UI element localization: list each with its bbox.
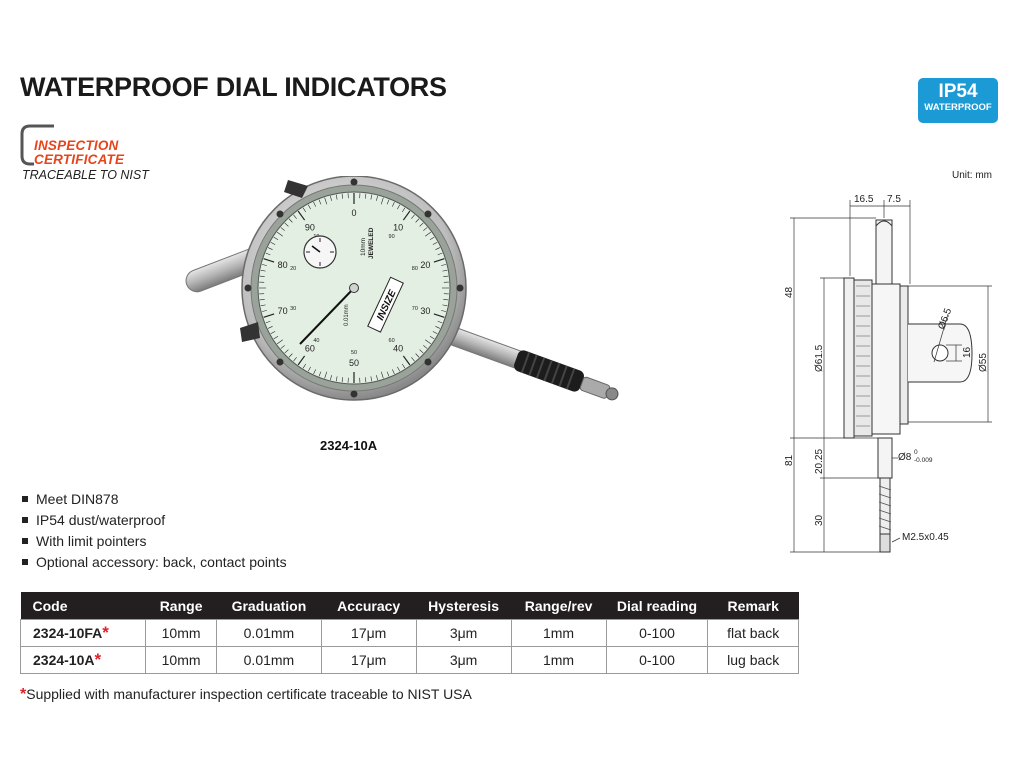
- star-mark: *: [94, 650, 102, 669]
- dial-reverse-number: 90: [388, 234, 395, 241]
- dim-16: 16: [962, 346, 973, 358]
- table-row: [21, 647, 799, 674]
- bullet-icon: [22, 496, 28, 502]
- certificate-line-2: CERTIFICATE: [34, 152, 125, 167]
- cell-code: 2324-10A*: [21, 647, 146, 674]
- dim-20-25: 20.25: [814, 448, 825, 474]
- cell-graduation: 0.01mm: [217, 647, 322, 674]
- cell-range: 10mm: [146, 647, 217, 674]
- star-mark: *: [20, 686, 27, 703]
- feature-list: [20, 488, 287, 572]
- bullet-icon: [22, 517, 28, 523]
- unit-label: Unit: mm: [952, 170, 992, 181]
- dial-jeweled-text: JEWELED: [368, 227, 375, 259]
- dial-number: 40: [393, 343, 404, 354]
- cell-code: 2324-10FA*: [21, 620, 146, 647]
- feature-item: [20, 509, 287, 530]
- header-graduation: Graduation: [217, 592, 322, 620]
- ip-rating: IP54: [938, 81, 978, 102]
- dial-indicator-image: [180, 176, 640, 416]
- feature-item: [20, 488, 287, 509]
- dial-number: 0: [351, 208, 357, 218]
- dim-81: 81: [784, 454, 795, 466]
- dial-reverse-number: 80: [411, 266, 418, 273]
- cell-remark: flat back: [708, 620, 799, 647]
- feature-item: [20, 530, 287, 551]
- dial-reverse-number: 40: [313, 337, 320, 344]
- dim-48: 48: [784, 286, 795, 298]
- header-hysteresis: Hysteresis: [416, 592, 511, 620]
- dim-16-5: 16.5: [854, 194, 874, 205]
- feature-text: Meet DIN878: [36, 490, 119, 507]
- cell-remark: lug back: [708, 647, 799, 674]
- dial-reverse-number: 50: [350, 350, 358, 356]
- ip-label: WATERPROOF: [924, 102, 992, 113]
- cell-accuracy: 17μm: [321, 620, 416, 647]
- dim-dia-6-5: Ø6.5: [936, 306, 955, 332]
- star-mark: *: [102, 623, 109, 642]
- cell-range-rev: 1mm: [511, 647, 606, 674]
- cell-accuracy: 17μm: [321, 647, 416, 674]
- header-range: Range: [146, 592, 217, 620]
- dim-thread: M2.5x0.45: [902, 532, 949, 543]
- brand-logo: INSIZE: [375, 288, 399, 323]
- dial-number: 80: [277, 259, 288, 270]
- dial-number: 50: [348, 358, 360, 368]
- table-header-row: [21, 592, 799, 620]
- dial-number: 30: [420, 306, 431, 317]
- header-range-rev: Range/rev: [511, 592, 606, 620]
- footnote-text: Supplied with manufacturer inspection certificate traceable to NIST USA: [26, 686, 472, 702]
- spec-table: [20, 592, 799, 674]
- dial-number: 90: [304, 222, 315, 233]
- dial-reverse-number: 20: [290, 266, 297, 273]
- dial-number: 10: [393, 222, 404, 233]
- page-title: WATERPROOF DIAL INDICATORS: [20, 72, 447, 102]
- dial-reverse-number: 70: [411, 305, 418, 312]
- dial-reverse-number: 60: [388, 337, 395, 344]
- bullet-icon: [22, 538, 28, 544]
- dial-resolution-text: 0.01mm: [344, 304, 350, 326]
- dial-range-text: 10mm: [360, 237, 367, 256]
- cell-graduation: 0.01mm: [217, 620, 322, 647]
- dim-dia-61-5: Ø61.5: [814, 344, 825, 372]
- cell-dial-reading: 0-100: [606, 647, 708, 674]
- product-caption: 2324-10A: [320, 438, 378, 453]
- technical-drawing: [780, 186, 1020, 566]
- dim-30: 30: [814, 514, 825, 526]
- bullet-icon: [22, 559, 28, 565]
- cell-range-rev: 1mm: [511, 620, 606, 647]
- header-accuracy: Accuracy: [321, 592, 416, 620]
- dial-number: 20: [420, 259, 431, 270]
- dial-number: 60: [304, 343, 315, 354]
- dim-dia-8-tol-upper: 0: [914, 449, 918, 456]
- dim-dia-8-tol-lower: -0.009: [914, 457, 933, 464]
- header-dial-reading: Dial reading: [606, 592, 708, 620]
- feature-item: [20, 551, 287, 572]
- dim-dia-55: Ø55: [978, 353, 989, 372]
- dim-7-5: 7.5: [887, 194, 901, 205]
- feature-text: IP54 dust/waterproof: [36, 511, 166, 528]
- dial-number: 70: [277, 306, 288, 317]
- dim-dia-8: Ø8: [898, 452, 912, 463]
- header-code: Code: [21, 592, 146, 620]
- feature-text: With limit pointers: [36, 532, 147, 549]
- certificate-line-3: TRACEABLE TO NIST: [22, 168, 149, 182]
- certificate-line-1: INSPECTION: [34, 138, 119, 153]
- table-row: [21, 620, 799, 647]
- dial-reverse-number: 30: [290, 305, 297, 312]
- cell-hysteresis: 3μm: [416, 647, 511, 674]
- feature-text: Optional accessory: back, contact points: [36, 553, 287, 570]
- ip54-badge: [918, 78, 998, 123]
- inspection-certificate-logo: [18, 122, 188, 184]
- footnote: [20, 686, 472, 704]
- cell-dial-reading: 0-100: [606, 620, 708, 647]
- cell-range: 10mm: [146, 620, 217, 647]
- header-remark: Remark: [708, 592, 799, 620]
- cell-hysteresis: 3μm: [416, 620, 511, 647]
